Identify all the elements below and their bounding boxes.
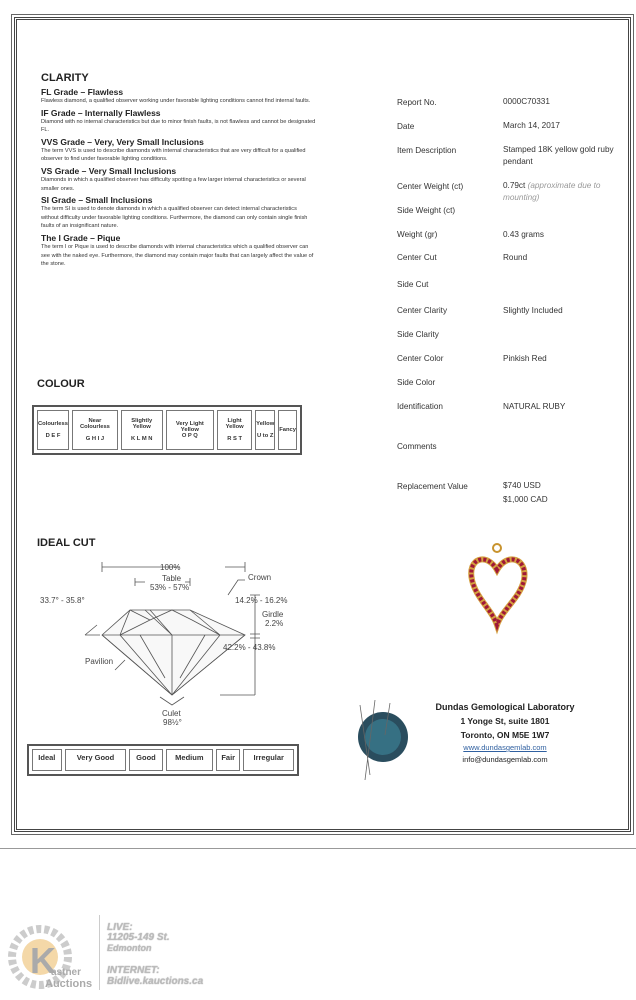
live-label: LIVE: <box>107 922 133 933</box>
colour-title: COLOUR <box>37 378 85 390</box>
center-color-value: Pinkish Red <box>503 354 547 363</box>
logo-text: Auctions <box>45 978 93 990</box>
grade-heading: VVS Grade – Very, Very Small Inclusions <box>41 136 204 147</box>
item-description-value: Stamped 18K yellow gold ruby pendant <box>503 145 614 166</box>
cut-grade-cell: Irregular <box>243 749 294 771</box>
lab-address-1: 1 Yonge St, suite 1801 <box>460 716 550 726</box>
grade-text: Diamonds in which a qualified observer has difficulty spotting a few larger internal characteristics or several smaller ones. <box>41 176 306 192</box>
culet-angle: 98½° <box>163 718 182 727</box>
grade-heading: FL Grade – Flawless <box>41 87 124 97</box>
colour-cell: Yellow U to Z <box>255 410 275 450</box>
pavilion-depth: 42.2% - 43.8% <box>223 643 276 652</box>
diamond-cut-diagram <box>20 550 310 730</box>
grade-text: Diamond with no internal characteristics but due to minor finish faults, is not flawless and cannot be designated FL. <box>41 118 316 134</box>
grade-text: The term VVS is used to describe diamonds with internal characteristics that are very difficult for a qualified observer to find under favorable lighting conditions. <box>41 147 306 163</box>
colour-cell: Colourless D E F <box>37 410 69 450</box>
center-cut-label: Center Cut <box>397 253 437 262</box>
kastner-auctions-logo <box>5 925 97 990</box>
footer-divider <box>99 915 100 990</box>
cut-grade-cell: Ideal <box>32 749 62 771</box>
cut-grade-table <box>27 744 299 776</box>
girdle-value: 2.2% <box>265 619 284 628</box>
table-label: Table <box>162 574 182 583</box>
total-width-label: 100% <box>160 563 181 572</box>
identification-value: NATURAL RUBY <box>503 402 566 411</box>
lab-email: info@dundasgemlab.com <box>462 755 548 764</box>
grade-text: The term I or Pique is used to describe diamonds with internal characteristics which a qualified observer can see with the naked eye. Furthermore, the diamond may contain major faults that can largely affect the value of the stone. <box>41 243 314 268</box>
crown-label: Crown <box>248 573 272 582</box>
grade-heading: VS Grade – Very Small Inclusions <box>41 165 177 176</box>
lab-seal-hologram <box>345 695 415 785</box>
clarity-title: CLARITY <box>41 72 89 84</box>
weight-value: 0.43 grams <box>503 230 544 239</box>
cut-grade-cell: Very Good <box>65 749 126 771</box>
date-value: March 14, 2017 <box>503 121 560 130</box>
side-clarity-label: Side Clarity <box>397 330 439 339</box>
comments-label: Comments <box>397 442 437 451</box>
colour-cell: Light Yellow R S T <box>217 410 252 450</box>
colour-cell: Slightly Yellow K L M N <box>121 410 163 450</box>
center-weight-label: Center Weight (ct) <box>397 182 464 191</box>
ruby-pendant-photo <box>462 540 532 635</box>
pavilion-label: Pavilion <box>85 657 114 666</box>
item-description-label: Item Description <box>397 146 457 155</box>
side-cut-label: Side Cut <box>397 280 429 289</box>
table-range: 53% - 57% <box>150 583 190 592</box>
report-no-value: 0000C70331 <box>503 97 550 106</box>
lab-name: Dundas Gemological Laboratory <box>435 702 575 712</box>
grade-text: The term SI is used to denote diamonds in which a qualified observer can detect internal characteristics without difficulty under favorable lighting conditions. Furthermore, the diamond can only contain single finish faults of an insignificant nature. <box>41 206 308 230</box>
replacement-value-usd: $740 USD <box>503 481 541 490</box>
replacement-value-cad: $1,000 CAD <box>503 495 548 504</box>
colour-cell: Very Light Yellow O P Q <box>166 410 214 450</box>
grade-heading: IF Grade – Internally Flawless <box>41 107 161 118</box>
grade-text: Flawless diamond, a qualified observer working under favorable lighting conditions cannot find internal faults. <box>41 98 311 104</box>
center-cut-value: Round <box>503 253 528 262</box>
lab-website-link[interactable]: www.dundasgemlab.com <box>463 743 547 752</box>
center-clarity-label: Center Clarity <box>397 306 448 315</box>
report-no-label: Report No. <box>397 98 437 107</box>
live-address-2: Edmonton <box>107 943 152 953</box>
center-weight-value: 0.79ct (approximate due to mounting) <box>503 181 601 202</box>
weight-label: Weight (gr) <box>397 230 438 239</box>
side-color-label: Side Color <box>397 378 436 387</box>
lab-address-2: Toronto, ON M5E 1W7 <box>460 730 550 740</box>
date-label: Date <box>397 122 415 131</box>
grade-heading: The I Grade – Pique <box>41 232 121 243</box>
colour-cell: Fancy <box>278 410 297 450</box>
replacement-value-label: Replacement Value <box>397 482 468 491</box>
clarity-section <box>41 72 316 269</box>
girdle-label: Girdle <box>262 610 284 619</box>
center-color-label: Center Color <box>397 354 444 363</box>
cut-grade-cell: Fair <box>216 749 241 771</box>
page-separator <box>0 848 636 849</box>
colour-scale-table <box>32 405 302 455</box>
crown-angle: 33.7° - 35.8° <box>40 596 85 605</box>
side-weight-label: Side Weight (ct) <box>397 206 456 215</box>
svg-text:astner: astner <box>51 967 82 978</box>
cut-grade-cell: Good <box>129 749 163 771</box>
center-clarity-value: Slightly Included <box>503 306 563 315</box>
crown-height: 14.2% - 16.2% <box>235 596 288 605</box>
culet-label: Culet <box>162 709 181 718</box>
svg-text:K: K <box>30 940 56 981</box>
identification-label: Identification <box>397 402 443 411</box>
lab-info <box>420 700 590 766</box>
internet-label: INTERNET: <box>107 965 160 976</box>
internet-url[interactable]: Bidlive.kauctions.ca <box>107 976 204 987</box>
grade-heading: SI Grade – Small Inclusions <box>41 195 153 206</box>
ideal-cut-title: IDEAL CUT <box>37 537 96 549</box>
live-address-1: 11205-149 St. <box>107 932 170 943</box>
cut-grade-cell: Medium <box>166 749 213 771</box>
colour-cell: Near Colourless G H I J <box>72 410 118 450</box>
